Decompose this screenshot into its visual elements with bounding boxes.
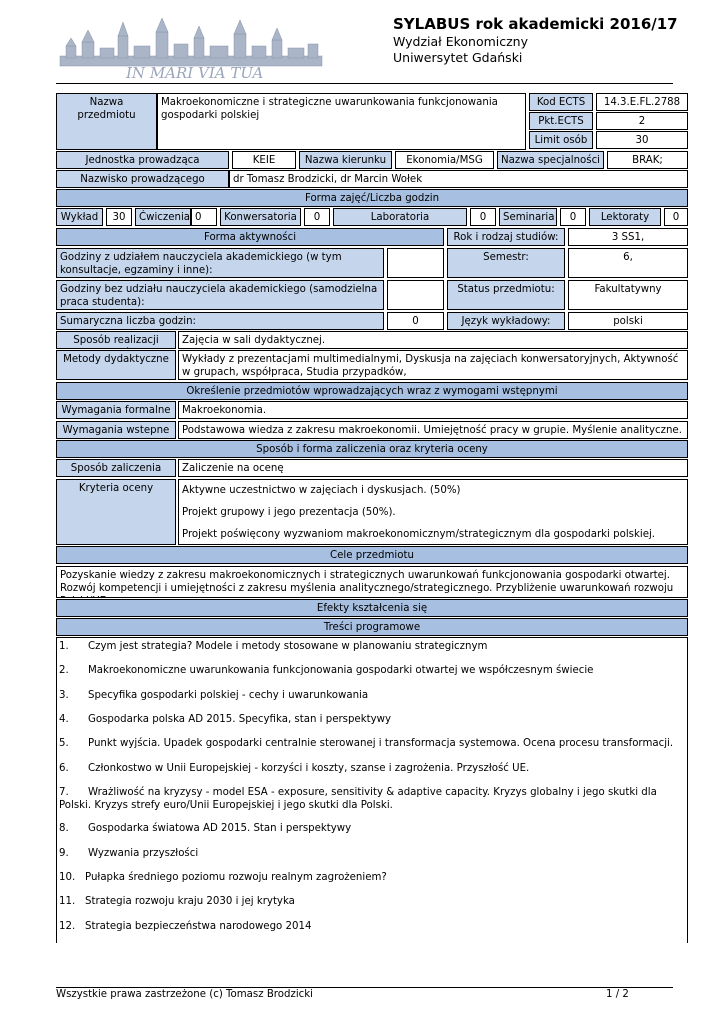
content-item: 4. Gospodarka polska AD 2015. Specyfika, stan i perspektywy [59, 714, 391, 725]
seminar-value: 0 [560, 208, 586, 226]
footer-divider [56, 987, 673, 988]
with-teacher-label: Godziny z udziałem nauczyciela akademickiego (w tym konsultacje, egzaminy i inne): [56, 248, 384, 278]
exercises-label: Ćwiczenia [135, 208, 191, 226]
goals-text: Pozyskanie wiedzy z zakresu makroekonomicznych i strategicznych uwarunkowań funkcjonowania gospodarki otwartej. Rozwój kompetencji i umiejętności z zakresu myślenia analitycznego/strategicznego. Przybliżenie uwarunkowań rozwoju [56, 566, 688, 598]
total-hours-value: 0 [387, 312, 444, 330]
content-item: 9. Wyzwania przyszłości [59, 848, 199, 859]
lecturer-label: Nazwisko prowadzącego [56, 170, 229, 188]
ects-code-value: 14.3.E.FL.2788 [596, 93, 688, 111]
language-label: Język wykładowy: [447, 312, 565, 330]
year-label: Rok i rodzaj studiów: [447, 228, 565, 246]
initial-req-value: Podstawowa wiedza z zakresu makroekonomii. Umiejętność pracy w grupie. Myślenie analityczne. [178, 421, 688, 439]
content-item: 1. Czym jest strategia? Modele i metody stosowane w planowaniu strategicznym [59, 641, 488, 652]
unit-value: KEIE [232, 151, 296, 169]
lectorate-value: 0 [664, 208, 688, 226]
conversation-label: Konwersatoria [220, 208, 301, 226]
course-name-label: Nazwa przedmiotu [56, 93, 157, 150]
course-name-value: Makroekonomiczne i strategiczne uwarunkowania funkcjonowania gospodarki polskiej [157, 93, 526, 150]
exercises-value: 0 [191, 208, 217, 226]
total-hours-label: Sumaryczna liczba godzin: [56, 312, 384, 330]
university-name: Uniwersytet Gdański [393, 50, 523, 65]
semester-label: Semestr: [447, 248, 565, 278]
spec-value: BRAK; [607, 151, 688, 169]
major-value: Ekonomia/MSG [395, 151, 494, 169]
lab-label: Laboratoria [333, 208, 467, 226]
assessment-header: Sposób i forma zaliczenia oraz kryteria oceny [56, 440, 688, 458]
criteria-item: Projekt poświęcony wyzwaniom makroekonomicznym/strategicznym dla gospodarki polskiej. [182, 529, 656, 540]
lecturer-value: dr Tomasz Brodzicki, dr Marcin Wołek [229, 170, 688, 188]
prereq-header: Określenie przedmiotów wprowadzających wraz z wymogami wstępnymi [56, 382, 688, 400]
content-item: 3. Specyfika gospodarki polskiej - cechy i uwarunkowania [59, 690, 369, 701]
didactic-methods-label: Metody dydaktyczne [56, 350, 176, 380]
page-number: 1 / 2 [606, 989, 629, 1000]
criteria-item: Projekt grupowy i jego prezentacja (50%). [182, 507, 396, 518]
outcomes-header: Efekty kształcenia się [56, 599, 688, 617]
criteria-item: Aktywne uczestnictwo w zajęciach i dyskusjach. (50%) [182, 485, 461, 496]
lecture-label: Wykład [56, 208, 103, 226]
unit-label: Jednostka prowadząca [56, 151, 229, 169]
content-header: Treści programowe [56, 618, 688, 636]
content-item: 10. Pułapka średniego poziomu rozwoju realnym zagrożeniem? [59, 872, 387, 883]
criteria-list [178, 479, 688, 545]
without-teacher-value [387, 280, 444, 310]
ects-points-label: Pkt.ECTS [529, 112, 593, 130]
language-value: polski [568, 312, 688, 330]
header-divider [56, 83, 673, 84]
content-item: 7. Wrażliwość na kryzysy - model ESA - exposure, sensitivity & adaptive capacity. Kryzys globalny i jego skutki dla Polski. Kryzys strefy euro/Unii Europejskiej i jego skutki dla Polski. [59, 787, 657, 811]
mode-value: Zajęcia w sali dydaktycznej. [178, 331, 688, 349]
content-item: 5. Punkt wyjścia. Upadek gospodarki centralnie sterowanej i transformacja systemowa. Ocena procesu transformacji. [59, 738, 674, 749]
lab-value: 0 [470, 208, 496, 226]
lectorate-label: Lektoraty [589, 208, 661, 226]
activity-header: Forma aktywności [56, 228, 444, 246]
limit-label: Limit osób [529, 131, 593, 149]
with-teacher-value [387, 248, 444, 278]
forms-header: Forma zajęć/Liczba godzin [56, 189, 688, 207]
status-label: Status przedmiotu: [447, 280, 565, 310]
university-logo [56, 16, 326, 82]
formal-req-value: Makroekonomia. [178, 401, 688, 419]
footer-copyright: Wszystkie prawa zastrzeżone (c) Tomasz Brodzicki [56, 989, 313, 1000]
logo-motto: IN MARI VIA TUA [126, 64, 264, 82]
goals-header: Cele przedmiotu [56, 546, 688, 564]
content-item: 2. Makroekonomiczne uwarunkowania funkcjonowania gospodarki otwartej we współczesnym świecie [59, 665, 594, 676]
syllabus-title: SYLABUS rok akademicki 2016/17 [393, 15, 678, 33]
formal-req-label: Wymagania formalne [56, 401, 176, 419]
without-teacher-label: Godziny bez udziału nauczyciela akademickiego (samodzielna praca studenta): [56, 280, 384, 310]
criteria-label: Kryteria oceny [56, 479, 176, 545]
conversation-value: 0 [304, 208, 330, 226]
spec-label: Nazwa specjalności [497, 151, 604, 169]
content-item: 12. Strategia bezpieczeństwa narodowego 2014 [59, 921, 312, 932]
semester-value: 6, [568, 248, 688, 278]
ects-code-label: Kod ECTS [529, 93, 593, 111]
major-label: Nazwa kierunku [299, 151, 392, 169]
mode-label: Sposób realizacji [56, 331, 176, 349]
lecture-value: 30 [106, 208, 132, 226]
assessment-method-value: Zaliczenie na ocenę [178, 459, 688, 477]
content-item: 11. Strategia rozwoju kraju 2030 i jej krytyka [59, 896, 295, 907]
faculty-name: Wydział Ekonomiczny [393, 34, 529, 49]
seminar-label: Seminaria [499, 208, 557, 226]
status-value: Fakultatywny [568, 280, 688, 310]
assessment-method-label: Sposób zaliczenia [56, 459, 176, 477]
content-item: 6. Członkostwo w Unii Europejskiej - korzyści i koszty, szanse i zagrożenia. Przyszłość UE. [59, 763, 530, 774]
initial-req-label: Wymagania wstepne [56, 421, 176, 439]
limit-value: 30 [596, 131, 688, 149]
ects-points-value: 2 [596, 112, 688, 130]
content-item: 8. Gospodarka światowa AD 2015. Stan i perspektywy [59, 823, 352, 834]
didactic-methods-value: Wykłady z prezentacjami multimedialnymi, Dyskusja na zajęciach konwersatoryjnych, Aktywność w grupach, współpraca, Studia przypadków, [178, 350, 688, 380]
year-value: 3 SS1, [568, 228, 688, 246]
